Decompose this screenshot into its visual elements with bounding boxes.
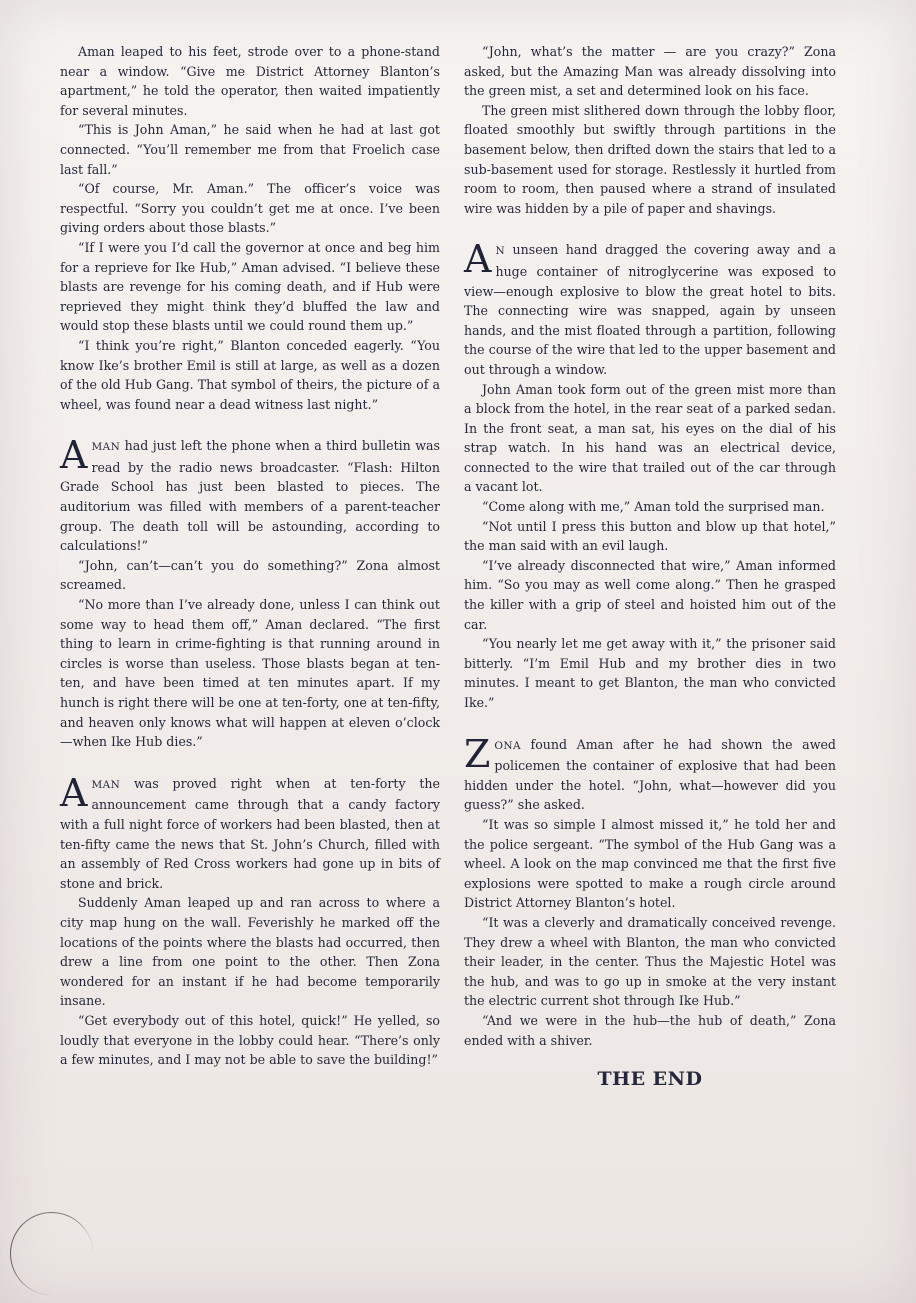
paragraph: Aman leaped to his feet, strode over to a phone-stand near a window. “Give me District Attorney Blanton’s apartment,” he told the operator, then waited impatiently for several minutes. — [60, 44, 440, 118]
drop-cap: Z — [464, 731, 491, 776]
lead-small-caps: N — [495, 245, 506, 258]
paragraph: Suddenly Aman leaped up and ran across to where a city map hung on the wall. Feverishly he marked off the locations of the points where the blasts had occurred, then drew a line from one point to the other. Then Zona wondered for an instant if he had become temporarily insane. — [60, 895, 440, 1009]
lead-text: had just left the phone when a third bulletin was read by the radio news broadcaster. “Flash: Hilton Grade School has just been blasted to pieces. The auditorium was filled with members of a parent-teacher group. The death toll will be astounding, according to calculations!” — [60, 438, 440, 554]
paragraph: The green mist slithered down through the lobby floor, floated smoothly but swiftly through partitions in the basement below, then drifted down the stairs that led to a sub-basement used for storage. Restlessly it hurtled from room to room, then paused where a strand of insulated wire was hidden by a pile of paper and shavings. — [464, 102, 836, 216]
lead-small-caps: MAN — [91, 441, 121, 454]
paragraph: “Not until I press this button and blow up that hotel,” the man said with an evil laugh. — [464, 518, 836, 554]
lead-text: found Aman after he had shown the awed policemen the container of explosive that had been hidden under the hotel. “John, what—however did you guess?” she asked. — [464, 736, 836, 813]
paragraph: “This is John Aman,” he said when he had at last got connected. “You’ll remember me from that Froelich case last fall.” — [60, 122, 440, 177]
paragraph: “John, can’t—can’t you do something?” Zona almost screamed. — [60, 557, 440, 593]
section-lead-paragraph — [464, 237, 836, 379]
paragraph: “I think you’re right,” Blanton conceded eagerly. “You know Ike’s brother Emil is still at large, as well as a dozen of the old Hub Gang. That symbol of theirs, the picture of a wheel, was found near a dead witness last night.” — [60, 337, 440, 412]
binding-hole-mark — [10, 1212, 93, 1295]
section-zona-found-aman — [464, 731, 836, 1051]
paragraph: “Of course, Mr. Aman.” The officer’s voice was respectful. “Sorry you couldn’t get me at once. I’ve been giving orders about those blasts.” — [60, 181, 440, 236]
section-aman-had-just-left — [60, 433, 440, 752]
paragraph: “John, what’s the matter — are you crazy?” Zona asked, but the Amazing Man was already dissolving into the green mist, a set and determined look on his face. — [464, 44, 836, 99]
section-lead-paragraph — [60, 770, 440, 894]
lead-small-caps: ONA — [494, 739, 521, 752]
paragraph: John Aman took form out of the green mist more than a block from the hotel, in the rear seat of a parked sedan. In the front seat, a man sat, his eyes on the dial of his strap watch. In his hand was an electrical device, connected to the wire that trailed out of the car through a vacant lot. — [464, 381, 836, 495]
section-lead-paragraph — [464, 731, 836, 815]
paragraph: “If I were you I’d call the governor at once and beg him for a reprieve for Ike Hub,” Aman advised. “I believe these blasts are revenge for his coming death, and if Hub were reprieved they might think they’d bluffed the law and would stop these blasts until we could round them up.” — [60, 239, 440, 334]
left-column — [60, 42, 440, 1070]
section-an-unseen-hand — [464, 237, 836, 712]
paragraph: “I’ve already disconnected that wire,” Aman informed him. “So you may as well come along.” Then he grasped the killer with a grip of steel and hoisted him out of the car. — [464, 557, 836, 632]
paragraph: “Get everybody out of this hotel, quick!” He yelled, so loudly that everyone in the lobby could hear. “There’s only a few minutes, and I may not be able to save the building!” — [60, 1012, 440, 1068]
paragraph: “No more than I’ve already done, unless I can think out some way to head them off,” Aman declared. “The first thing to learn in crime-fighting is that running around in circles is worse than useless. Those blasts began at ten-ten, and have been timed at ten minutes apart. If my hunch is right there will be one at ten-forty, one at ten-fifty, and heaven only knows what will happen at eleven o’clock—when Ike Hub dies.” — [60, 597, 440, 750]
the-end-heading: THE END — [597, 1068, 703, 1091]
paragraph: “Come along with me,” Aman told the surprised man. — [482, 499, 825, 515]
section-aman-was-proved-right — [60, 770, 440, 1070]
drop-cap: A — [464, 237, 492, 282]
paragraph: “And we were in the hub—the hub of death,” Zona ended with a shiver. — [464, 1012, 836, 1048]
drop-cap: A — [60, 433, 88, 478]
lead-small-caps: MAN — [91, 778, 121, 791]
drop-cap: A — [60, 770, 88, 815]
paragraph: “It was so simple I almost missed it,” he told her and the police sergeant. “The symbol of the Hub Gang was a wheel. A look on the map convinced me that the first five explosions were spotted to make a rough circle around District Attorney Blanton’s hotel. — [464, 816, 836, 911]
lead-text: was proved right when at ten-forty the announcement came through that a candy factory with a full night force of workers had been blasted, then at ten-fifty came the news that St. John’s Church, filled with an assembly of Red Cross workers had gone up in bits of stone and brick. — [60, 775, 440, 891]
paragraph: “You nearly let me get away with it,” the prisoner said bitterly. “I’m Emil Hub and my brother dies in two minutes. I meant to get Blanton, the man who convicted Ike.” — [464, 636, 836, 710]
right-column — [464, 42, 836, 1090]
lead-text: unseen hand dragged the covering away and a huge container of nitroglycerine was exposed to view—enough explosive to blow the great hotel to bits. The connecting wire was snapped, again by unseen hands, and the mist floated through a partition, following the course of the wire that led to the upper basement and out through a window. — [464, 242, 836, 377]
section-lead-paragraph — [60, 433, 440, 556]
paragraph: “It was a cleverly and dramatically conceived revenge. They drew a wheel with Blanton, the man who convicted their leader, in the center. Thus the Majestic Hotel was the hub, and was to go up in smoke at the very instant the electric current shot through Ike Hub.” — [464, 914, 836, 1009]
